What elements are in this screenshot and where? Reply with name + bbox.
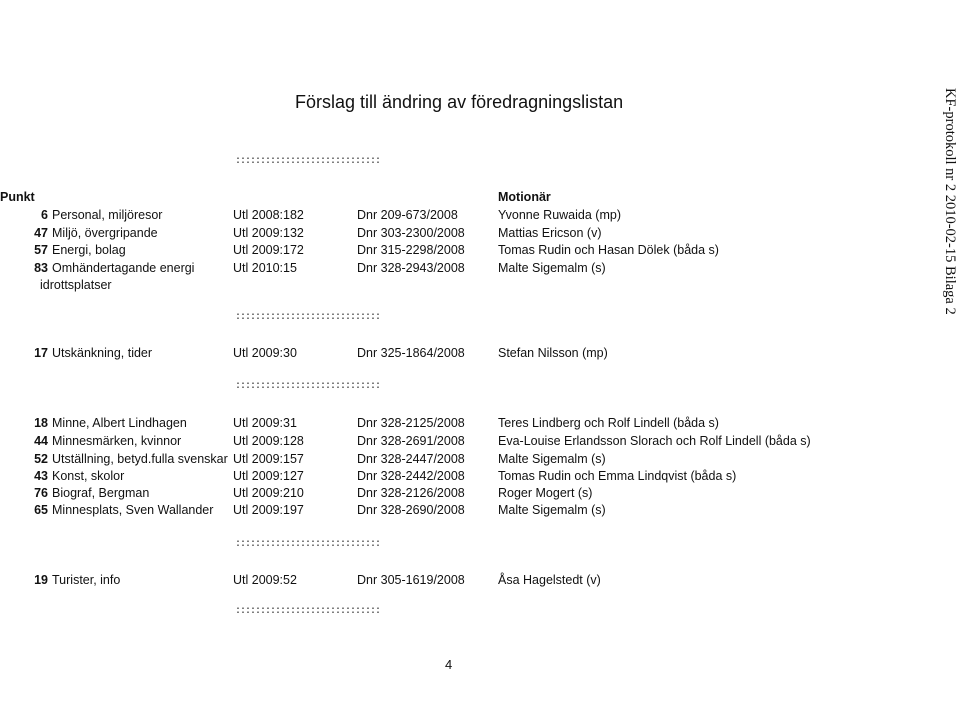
separator-dots: :::::::::::::::::::::::::::::: [235, 381, 381, 392]
agenda-row: 76 Biograf, Bergman: [34, 486, 150, 500]
dnr-ref: Dnr 325-1864/2008: [357, 346, 465, 360]
page-number: 4: [445, 657, 453, 672]
dnr-ref: Dnr 328-2125/2008: [357, 416, 465, 430]
agenda-row: 65 Minnesplats, Sven Wallander: [34, 503, 214, 517]
agenda-row: 44 Minnesmärken, kvinnor: [34, 434, 182, 448]
motionar-name: Eva-Louise Erlandsson Slorach och Rolf Lindell (båda s): [498, 434, 811, 448]
document-title: Förslag till ändring av föredragningslistan: [295, 92, 624, 112]
dnr-ref: Dnr 328-2442/2008: [357, 469, 465, 483]
motionar-name: Stefan Nilsson (mp): [498, 346, 608, 360]
dnr-ref: Dnr 303-2300/2008: [357, 226, 465, 240]
agenda-row: 6 Personal, miljöresor: [41, 208, 163, 222]
motionar-name: Yvonne Ruwaida (mp): [498, 208, 621, 222]
motionar-name: Åsa Hagelstedt (v): [498, 573, 601, 587]
dnr-ref: Dnr 328-2943/2008: [357, 261, 465, 275]
utl-ref: Utl 2009:30: [233, 346, 297, 360]
utl-ref: Utl 2009:132: [233, 226, 304, 240]
utl-ref: Utl 2008:182: [233, 208, 304, 222]
dnr-ref: Dnr 328-2126/2008: [357, 486, 465, 500]
separator-dots: :::::::::::::::::::::::::::::: [235, 606, 381, 617]
utl-ref: Utl 2010:15: [233, 261, 297, 275]
agenda-row: 47 Miljö, övergripande: [34, 226, 158, 240]
agenda-subject-continuation: idrottsplatser: [40, 278, 112, 292]
header-punkt: Punkt: [0, 190, 35, 204]
utl-ref: Utl 2009:210: [233, 486, 304, 500]
utl-ref: Utl 2009:31: [233, 416, 297, 430]
utl-ref: Utl 2009:172: [233, 243, 304, 257]
agenda-row: 57 Energi, bolag: [34, 243, 126, 257]
dnr-ref: Dnr 328-2447/2008: [357, 452, 465, 466]
header-motionar: Motionär: [498, 190, 551, 204]
utl-ref: Utl 2009:127: [233, 469, 304, 483]
motionar-name: Roger Mogert (s): [498, 486, 593, 500]
motionar-name: Mattias Ericson (v): [498, 226, 602, 240]
motionar-name: Tomas Rudin och Emma Lindqvist (båda s): [498, 469, 737, 483]
utl-ref: Utl 2009:128: [233, 434, 304, 448]
agenda-row: 43 Konst, skolor: [34, 469, 125, 483]
motionar-name: Malte Sigemalm (s): [498, 503, 606, 517]
motionar-name: Malte Sigemalm (s): [498, 261, 606, 275]
agenda-row: 18 Minne, Albert Lindhagen: [34, 416, 187, 430]
dnr-ref: Dnr 315-2298/2008: [357, 243, 465, 257]
agenda-row: 52 Utställning, betyd.fulla svenskar: [34, 452, 228, 466]
separator-dots: :::::::::::::::::::::::::::::: [235, 539, 381, 550]
agenda-row: 17 Utskänkning, tider: [34, 346, 153, 360]
motionar-name: Teres Lindberg och Rolf Lindell (båda s): [498, 416, 719, 430]
separator-dots: :::::::::::::::::::::::::::::: [235, 156, 381, 167]
dnr-ref: Dnr 305-1619/2008: [357, 573, 465, 587]
utl-ref: Utl 2009:197: [233, 503, 304, 517]
utl-ref: Utl 2009:157: [233, 452, 304, 466]
agenda-row: 19 Turister, info: [34, 573, 121, 587]
motionar-name: Malte Sigemalm (s): [498, 452, 606, 466]
motionar-name: Tomas Rudin och Hasan Dölek (båda s): [498, 243, 719, 257]
agenda-row: 83 Omhändertagande energi: [34, 261, 195, 275]
dnr-ref: Dnr 328-2690/2008: [357, 503, 465, 517]
separator-dots: :::::::::::::::::::::::::::::: [235, 312, 381, 323]
utl-ref: Utl 2009:52: [233, 573, 297, 587]
dnr-ref: Dnr 209-673/2008: [357, 208, 458, 222]
protocol-side-label: KF-protokoll nr 2 2010-02-15 Bilaga 2: [942, 88, 958, 315]
dnr-ref: Dnr 328-2691/2008: [357, 434, 465, 448]
